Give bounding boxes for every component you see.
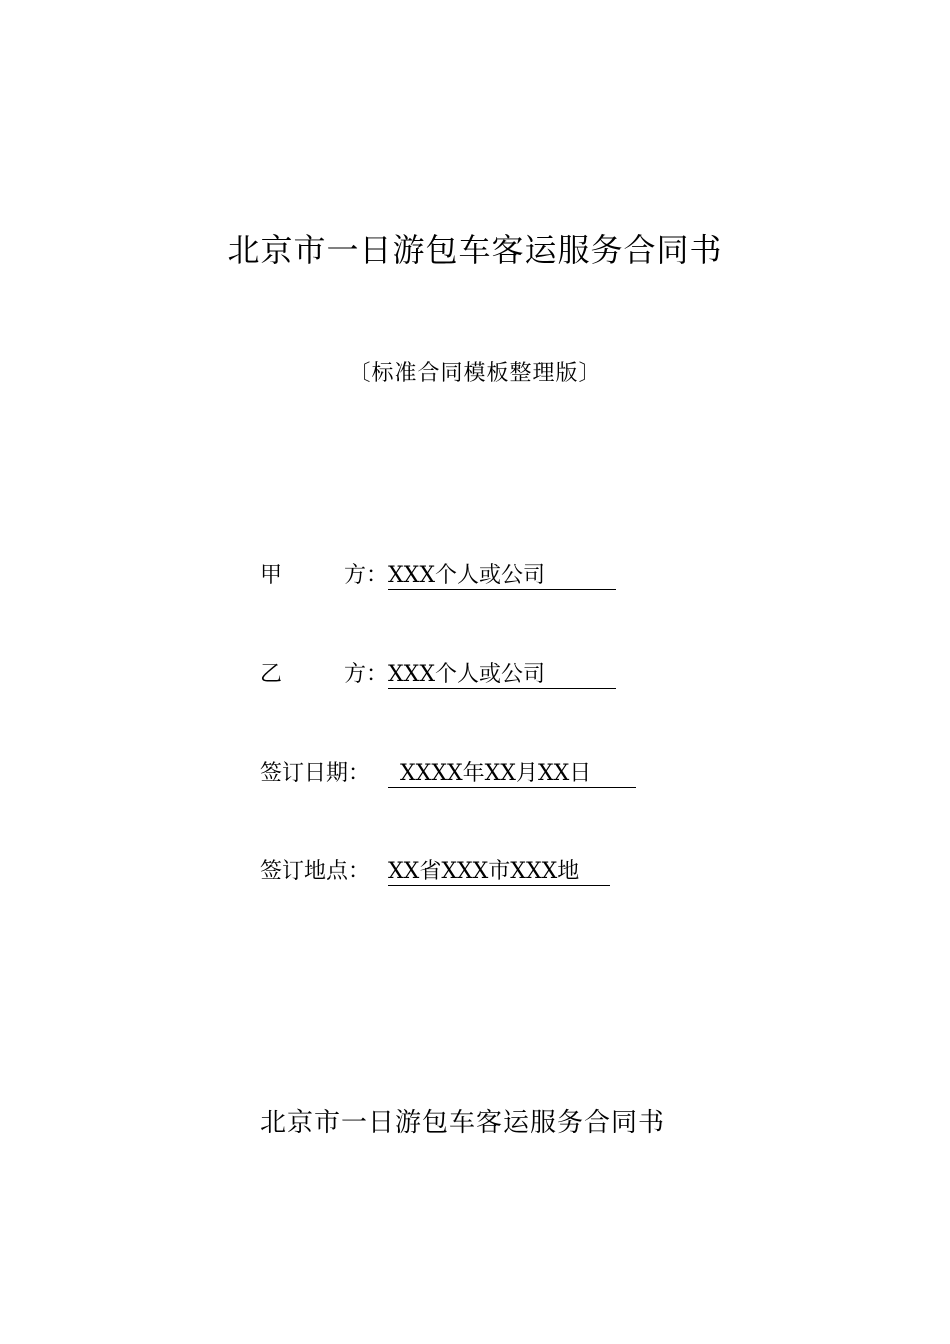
body-heading: 北京市一日游包车客运服务合同书 — [260, 1108, 666, 1138]
party-a-row — [260, 560, 616, 592]
document-subtitle: 〔标准合同模板整理版〕 — [348, 361, 602, 386]
document-title: 北京市一日游包车客运服务合同书 — [227, 231, 723, 269]
sign-date-label: 签订日期： — [260, 761, 371, 786]
party-b-label-last: 方： — [343, 662, 388, 687]
sign-date-row — [260, 758, 636, 790]
sign-place-label: 签订地点： — [260, 859, 371, 884]
sign-place-row — [260, 856, 610, 888]
party-a-label — [260, 560, 388, 592]
party-b-label-first: 乙 — [260, 662, 283, 687]
party-a-value: XXX个人或公司 — [388, 563, 616, 590]
party-b-row — [260, 659, 616, 691]
party-a-label-last: 方： — [343, 563, 388, 588]
party-b-label — [260, 659, 388, 691]
sign-date-value: XXXX年XX月XX日 — [388, 761, 636, 788]
party-b-value: XXX个人或公司 — [388, 662, 616, 689]
sign-place-value: XX省XXX市XXX地 — [388, 859, 610, 886]
party-a-label-first: 甲 — [260, 563, 283, 588]
